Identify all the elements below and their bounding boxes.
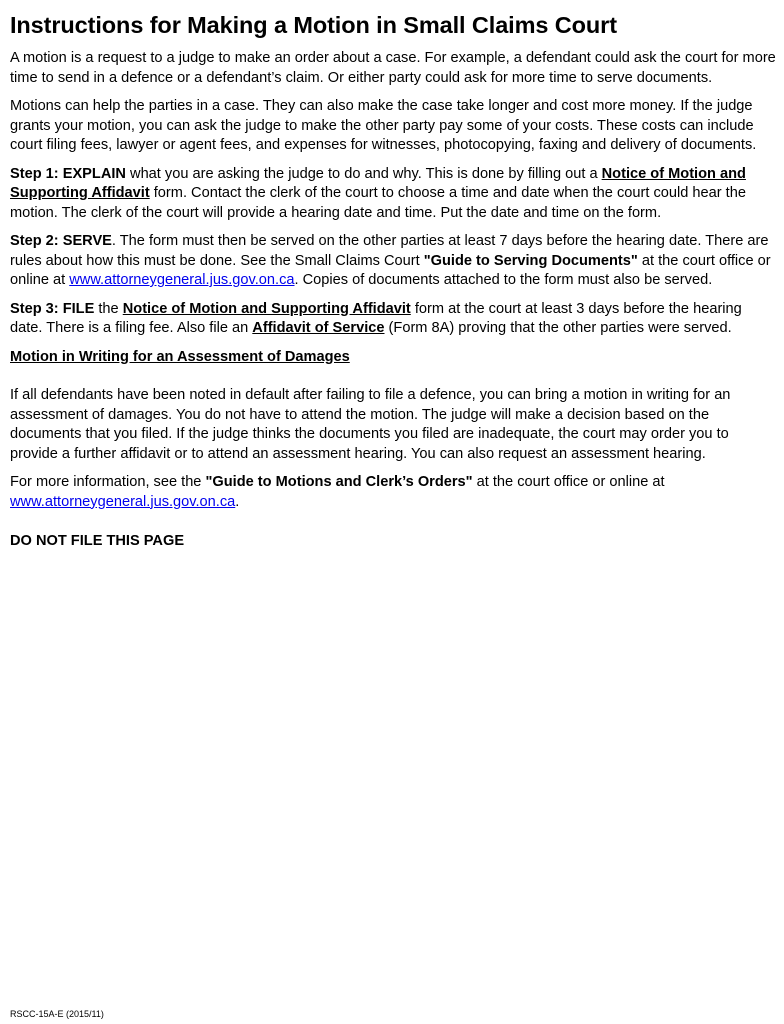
step-2-text-c: . Copies of documents attached to the form must also be served. — [294, 272, 713, 288]
step-2-paragraph — [10, 232, 776, 291]
step-3-text-c: (Form 8A) proving that the other parties were served. — [384, 320, 732, 336]
document-page — [10, 10, 776, 561]
step-3-affidavit-name: Affidavit of Service — [252, 320, 385, 336]
step-2-label: Step 2: SERVE — [10, 233, 112, 249]
do-not-file-notice: DO NOT FILE THIS PAGE — [10, 533, 185, 549]
form-code-footer: RSCC-15A-E (2015/11) — [10, 1009, 104, 1019]
step-3-form-name: Notice of Motion and Supporting Affidavit — [122, 300, 411, 317]
more-info-text-a: For more information, see the — [10, 474, 206, 490]
step-1-paragraph — [10, 165, 776, 224]
step-3-label: Step 3: FILE — [10, 300, 95, 317]
more-information-paragraph — [10, 473, 776, 512]
more-info-guide-name: "Guide to Motions and Clerk’s Orders" — [205, 474, 473, 490]
motion-in-writing-paragraph: If all defendants have been noted in default after failing to file a defence, you can bring a motion in writing for an assessment of damages. You do not have to attend the motion. The judge will make a decision based on the documents that you filed. If the judge thinks the documents you filed are inadequate, the court may order you to provide a further affidavit or to attend an assessment hearing. You can also request an assessment hearing. — [10, 387, 731, 462]
step-1-form-name: Notice of Motion and Supporting Affidavit — [10, 165, 746, 201]
intro-paragraph-1: A motion is a request to a judge to make an order about a case. For example, a defendant could ask the court for more time to send in a defence or a defendant’s claim. Or either party could ask for more time to serve documents. — [10, 50, 776, 86]
intro-paragraph-2: Motions can help the parties in a case. They can also make the case take longer and cost more money. If the judge grants your motion, you can ask the judge to make the other party pay some of your costs. These costs can include court filing fees, lawyer or agent fees, and expenses for witnesses, photocopying, faxing and delivery of documents. — [10, 98, 757, 153]
step-1-label: Step 1: EXPLAIN — [10, 165, 126, 182]
step-1-text-a: what you are asking the judge to do and why. This is done by filling out a — [125, 165, 602, 182]
more-info-text-b: at the court office or online at — [472, 474, 665, 490]
more-info-text-c: . — [235, 493, 240, 510]
step-2-guide-name: "Guide to Serving Documents" — [423, 252, 638, 269]
step-3-text-a: the — [94, 300, 123, 317]
more-info-website-link[interactable]: www.attorneygeneral.jus.gov.on.ca — [10, 493, 236, 510]
motion-in-writing-heading: Motion in Writing for an Assessment of Damages — [10, 348, 350, 365]
step-2-text-b: at the court office or online at — [10, 252, 771, 288]
step-1-text-b: form. Contact the clerk of the court to choose a time and date when the court could hear the motion. The clerk of the court will provide a hearing date and time. Put the date and time on the form. — [10, 185, 746, 221]
step-3-text-b: form at the court at least 3 days before the hearing date. There is a filing fee. Also file an — [10, 300, 742, 336]
step-3-paragraph — [10, 300, 776, 339]
page-title: Instructions for Making a Motion in Small Claims Court — [10, 12, 617, 38]
section-heading-motion-in-writing — [10, 348, 776, 368]
step-2-website-link[interactable]: www.attorneygeneral.jus.gov.on.ca — [69, 272, 295, 288]
step-2-text-a: . The form must then be served on the other parties at least 7 days before the hearing date. There are rules about how this must be done. See the Small Claims Court — [10, 233, 769, 269]
